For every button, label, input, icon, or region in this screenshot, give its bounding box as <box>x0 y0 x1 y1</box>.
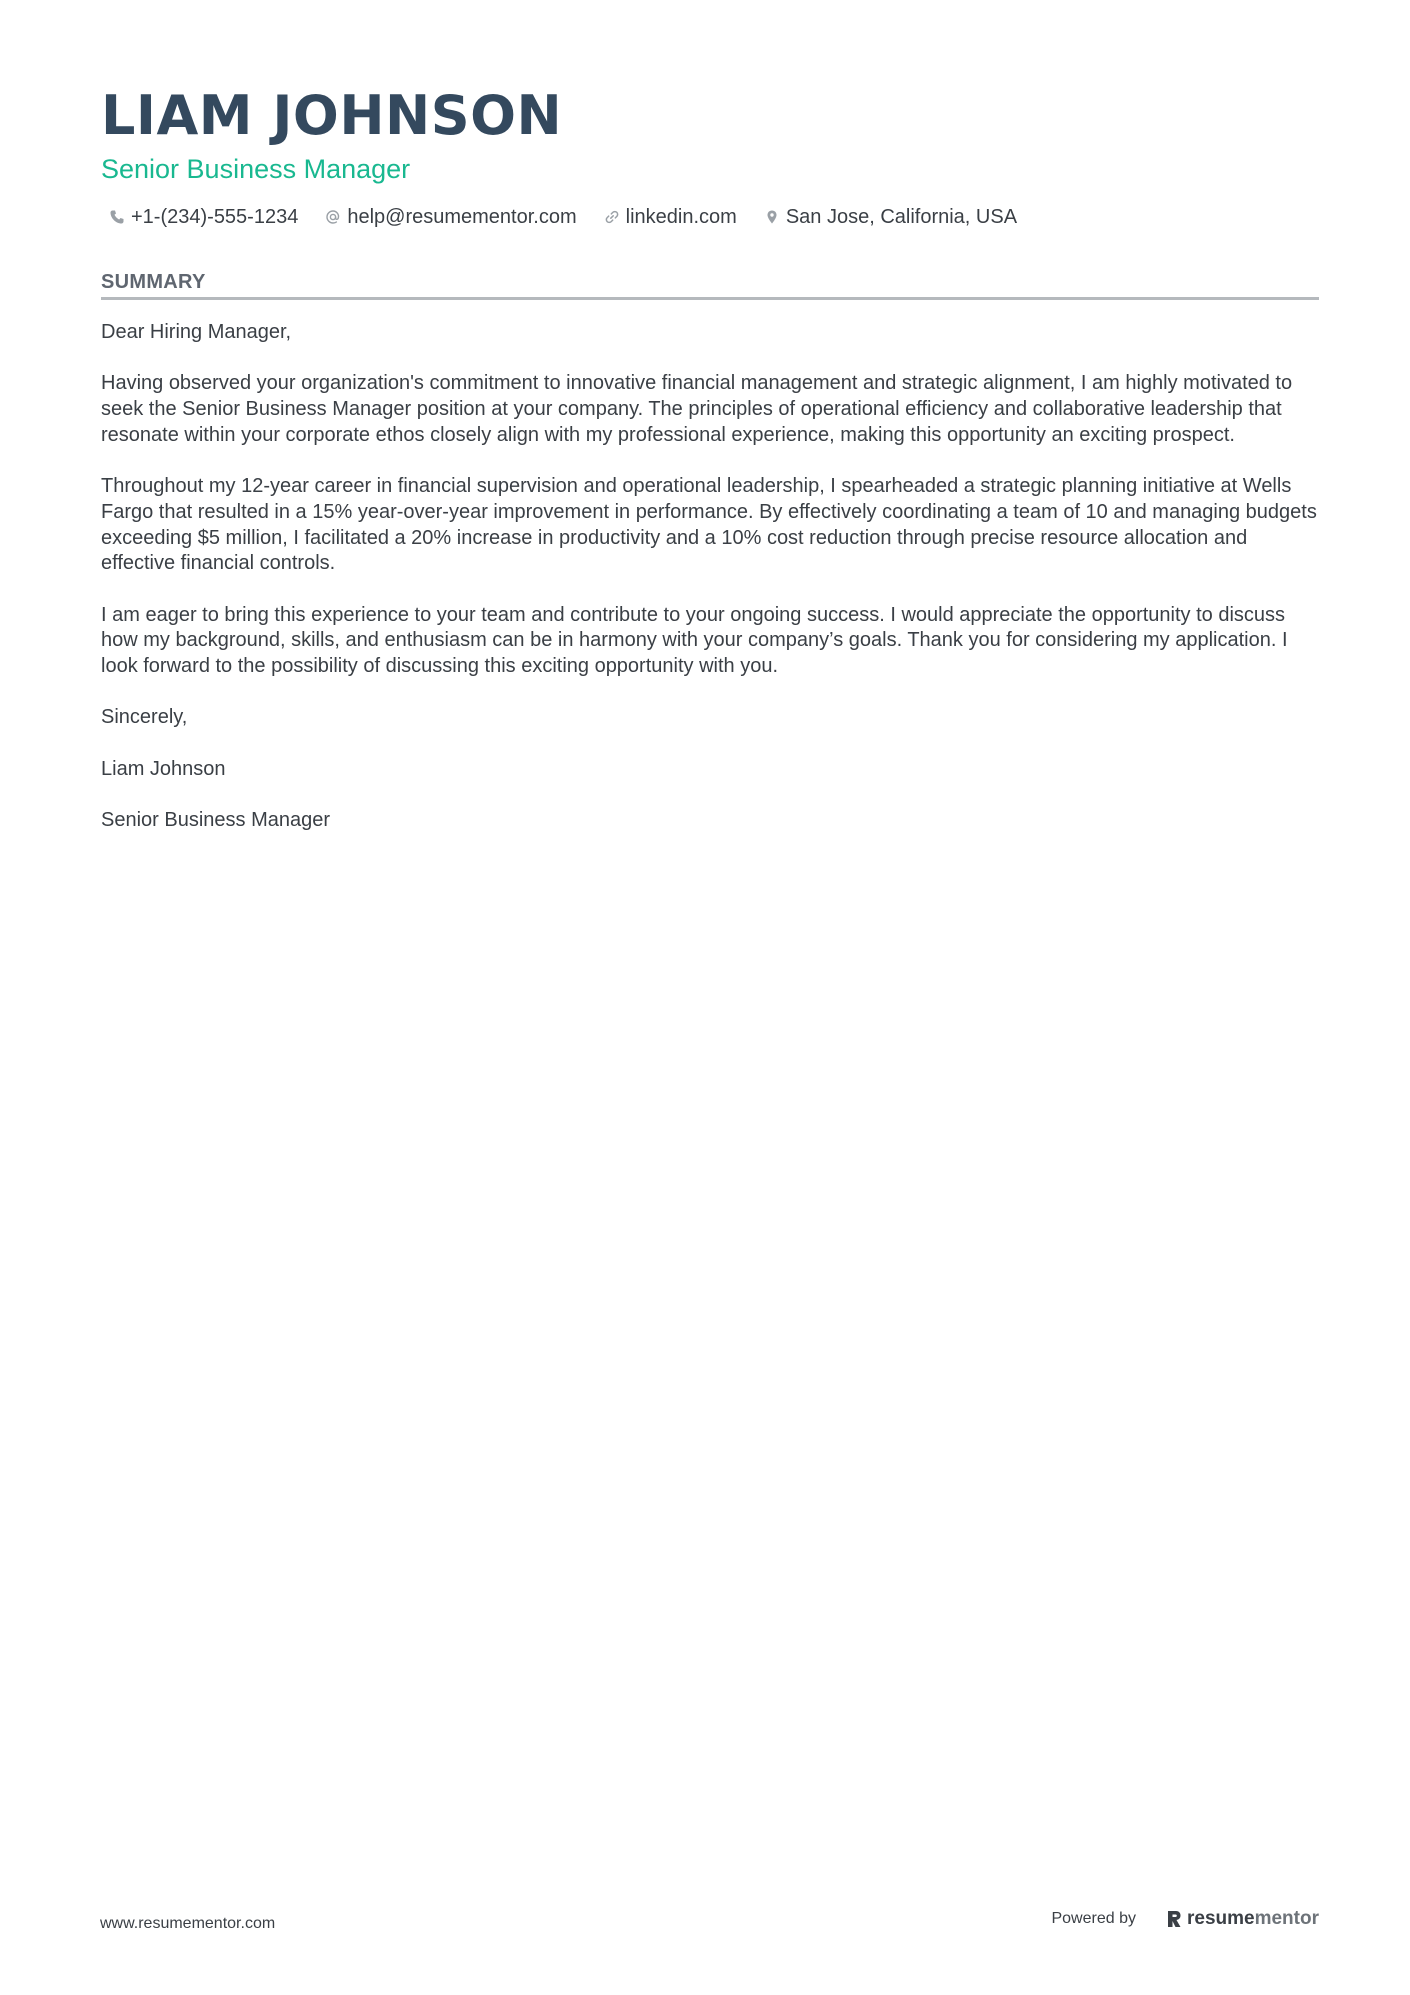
location-text: San Jose, California, USA <box>785 206 1018 228</box>
salutation: Dear Hiring Manager, <box>101 321 292 343</box>
contact-linkedin[interactable] <box>604 203 737 231</box>
brand-name-resume: resume <box>1186 1908 1255 1929</box>
contact-email[interactable] <box>325 203 576 231</box>
email-text[interactable]: help@resumementor.com <box>347 206 577 228</box>
signature-title: Senior Business Manager <box>101 809 331 832</box>
at-icon <box>325 209 341 225</box>
powered-by-label: Powered by <box>1051 1910 1136 1927</box>
link-icon <box>604 209 620 225</box>
letter-body <box>101 320 1319 834</box>
map-pin-icon <box>764 209 780 225</box>
contact-phone <box>109 203 298 231</box>
signature-name: Liam Johnson <box>101 757 226 780</box>
candidate-role: Senior Business Manager <box>101 154 411 184</box>
brand-logo[interactable] <box>1166 1908 1319 1930</box>
contact-bar <box>101 203 1319 231</box>
resumementor-logo-icon <box>1166 1909 1182 1929</box>
linkedin-text[interactable]: linkedin.com <box>625 206 737 228</box>
paragraph-intro: Having observed your organization's commitment to innovative financial management and strategic alignment, I am highly motivated to seek the Senior Business Manager position at your company. The principles of operational efficiency and collaborative leadership that resonate within your corporate ethos closely align with my professional experience, making this opportunity an exciting prospect. <box>101 372 1293 446</box>
phone-icon <box>109 209 125 225</box>
section-divider <box>101 297 1319 300</box>
sign-off: Sincerely, <box>101 706 188 729</box>
section-title: SUMMARY <box>101 271 206 293</box>
summary-section <box>101 269 1319 860</box>
contact-location <box>764 203 1017 231</box>
header <box>101 86 1319 231</box>
footer-website[interactable]: www.resumementor.com <box>100 1915 276 1932</box>
candidate-name: LIAM JOHNSON <box>101 84 563 147</box>
phone-text: +1-(234)-555-1234 <box>131 206 299 228</box>
brand-name-mentor: mentor <box>1254 1908 1319 1929</box>
footer-branding <box>1051 1908 1319 1930</box>
paragraph-experience: Throughout my 12-year career in financial supervision and operational leadership, I spearheaded a strategic planning initiative at Wells Fargo that resulted in a 15% year-over-year improvement in performance. By effectively coordinating a team of 10 and managing budgets exceeding $5 million, I facilitated a 20% increase in productivity and a 10% cost reduction through precise resource allocation and effective financial controls. <box>101 475 1317 575</box>
paragraph-closing: I am eager to bring this experience to your team and contribute to your ongoing success. I would appreciate the opportunity to discuss how my background, skills, and enthusiasm can be in harmony with your company’s goals. Thank you for considering my application. I look forward to the possibility of discussing this exciting opportunity with you. <box>101 603 1288 678</box>
